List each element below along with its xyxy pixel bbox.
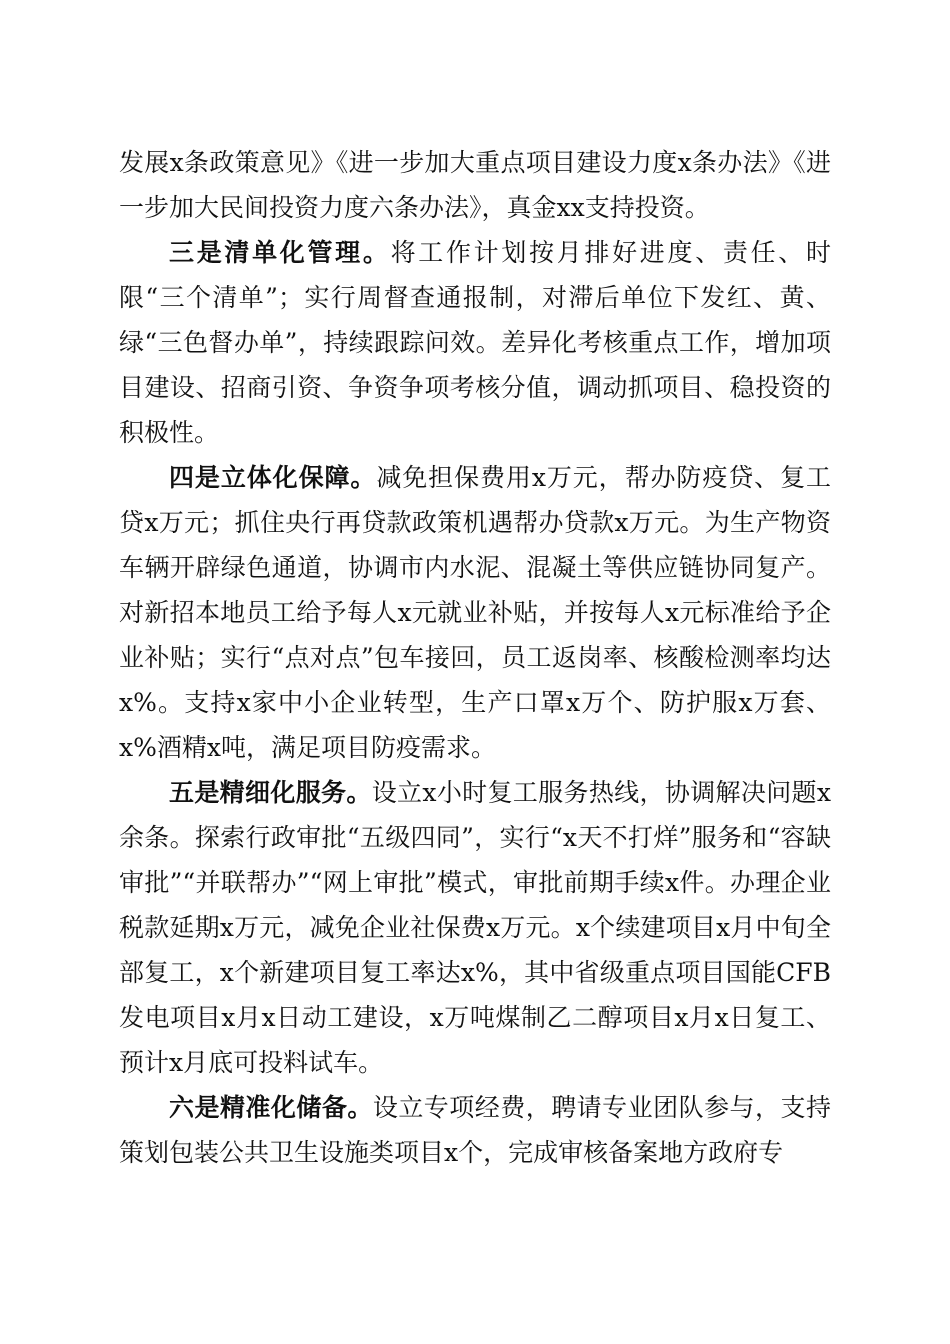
paragraph-lead: 四是立体化保障。 <box>169 463 377 492</box>
paragraph-precise-reserve <box>119 1085 831 1175</box>
paragraph-checklist-management <box>119 230 831 455</box>
paragraph-comprehensive-support <box>119 455 831 770</box>
paragraph-lead: 六是精准化储备。 <box>169 1093 373 1122</box>
paragraph-text: 设立专项经费，聘请专业团队参与，支持策划包装公共卫生设施类项目x个，完成审核备案地方政府专 <box>119 1093 831 1167</box>
document-body <box>119 140 831 1175</box>
paragraph-lead: 五是精细化服务。 <box>169 778 372 807</box>
paragraph-text: 发展x条政策意见》《进一步加大重点项目建设力度x条办法》《进一步加大民间投资力度六条办法》，真金xx支持投资。 <box>119 148 831 222</box>
paragraph-text: 将工作计划按月排好进度、责任、时限“三个清单”；实行周督查通报制，对滞后单位下发红、黄、绿“三色督办单”，持续跟踪问效。差异化考核重点工作，增加项目建设、招商引资、争资争项考核分值，调动抓项目、稳投资的积极性。 <box>119 238 831 447</box>
paragraph-lead: 三是清单化管理。 <box>169 238 391 267</box>
paragraph-refined-service <box>119 770 831 1085</box>
paragraph-text: 减免担保费用x万元，帮办防疫贷、复工贷x万元；抓住央行再贷款政策机遇帮办贷款x万元。为生产物资车辆开辟绿色通道，协调市内水泥、混凝土等供应链协同复产。对新招本地员工给予每人x元就业补贴，并按每人x元标准给予企业补贴；实行“点对点”包车接回，员工返岗率、核酸检测率均达x%。支持x家中小企业转型，生产口罩x万个、防护服x万套、x%酒精x吨，满足项目防疫需求。 <box>119 463 831 762</box>
paragraph-continuation <box>119 140 831 230</box>
paragraph-text: 设立x小时复工服务热线，协调解决问题x余条。探索行政审批“五级四同”，实行“x天不打烊”服务和“容缺审批”“并联帮办”“网上审批”模式，审批前期手续x件。办理企业税款延期x万元，减免企业社保费x万元。x个续建项目x月中旬全部复工，x个新建项目复工率达x%，其中省级重点项目国能CFB发电项目x月x日动工建设，x万吨煤制乙二醇项目x月x日复工、预计x月底可投料试车。 <box>119 778 831 1077</box>
